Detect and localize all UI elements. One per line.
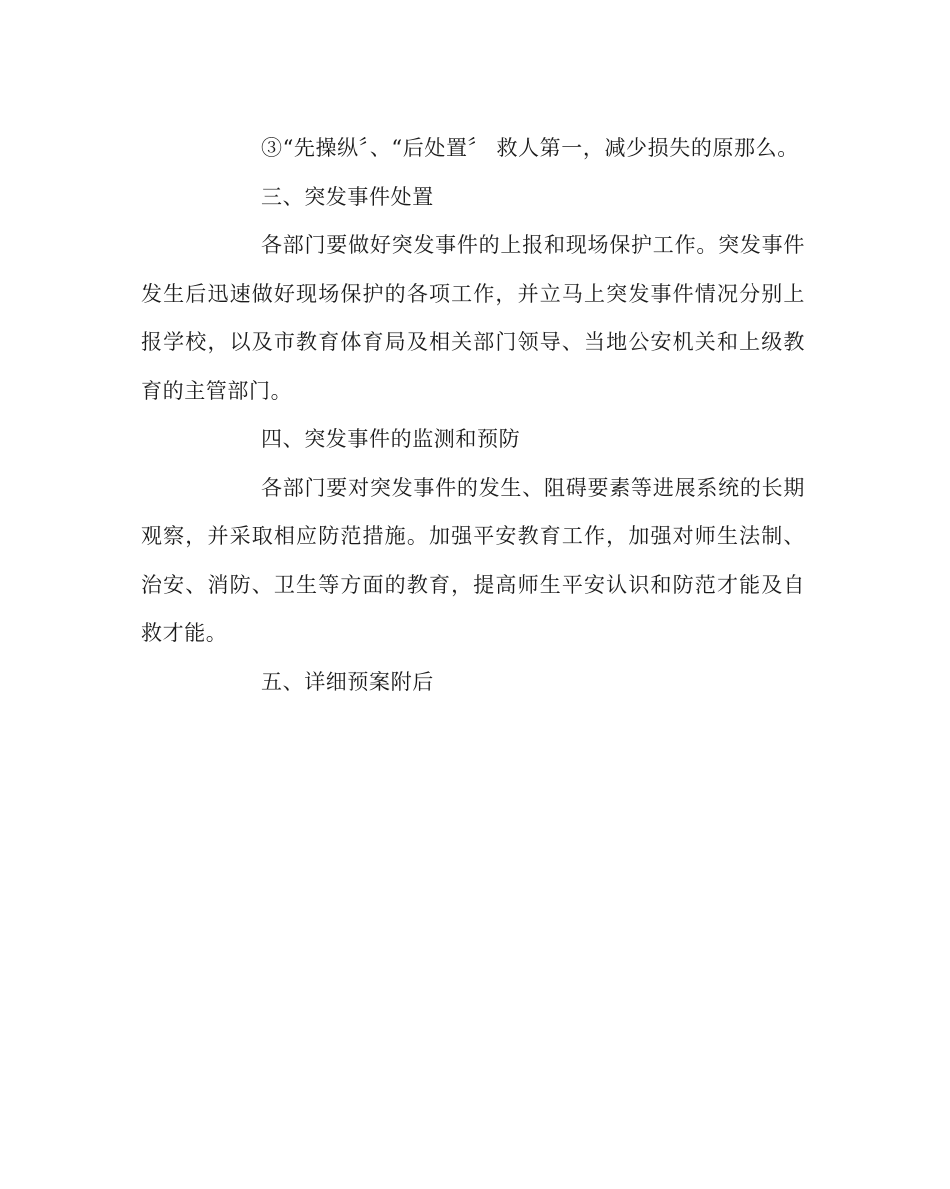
document-body — [141, 124, 805, 706]
section-3-paragraph: 各部门要做好突发事件的上报和现场保护工作。突发事件发生后迅速做好现场保护的各项工作，并立马上突发事件情况分别上报学校，以及市教育体育局及相关部门领导、当地公安机关和上级教育的主管部门。 — [141, 233, 805, 403]
section-5-heading: 五、详细预案附后 — [261, 669, 434, 694]
section-4-paragraph: 各部门要对突发事件的发生、阻碍要素等进展系统的长期观察，并采取相应防范措施。加强平安教育工作，加强对师生法制、治安、消防、卫生等方面的教育，提高师生平安认识和防范才能及自救才能。 — [141, 475, 805, 645]
section-3-heading: 三、突发事件处置 — [261, 184, 434, 209]
section-4-heading: 四、突发事件的监测和预防 — [261, 427, 521, 451]
principle-3-paragraph: ③“先操纵〞、“后处置〞 救人第一，减少损失的原那么。 — [261, 136, 799, 160]
